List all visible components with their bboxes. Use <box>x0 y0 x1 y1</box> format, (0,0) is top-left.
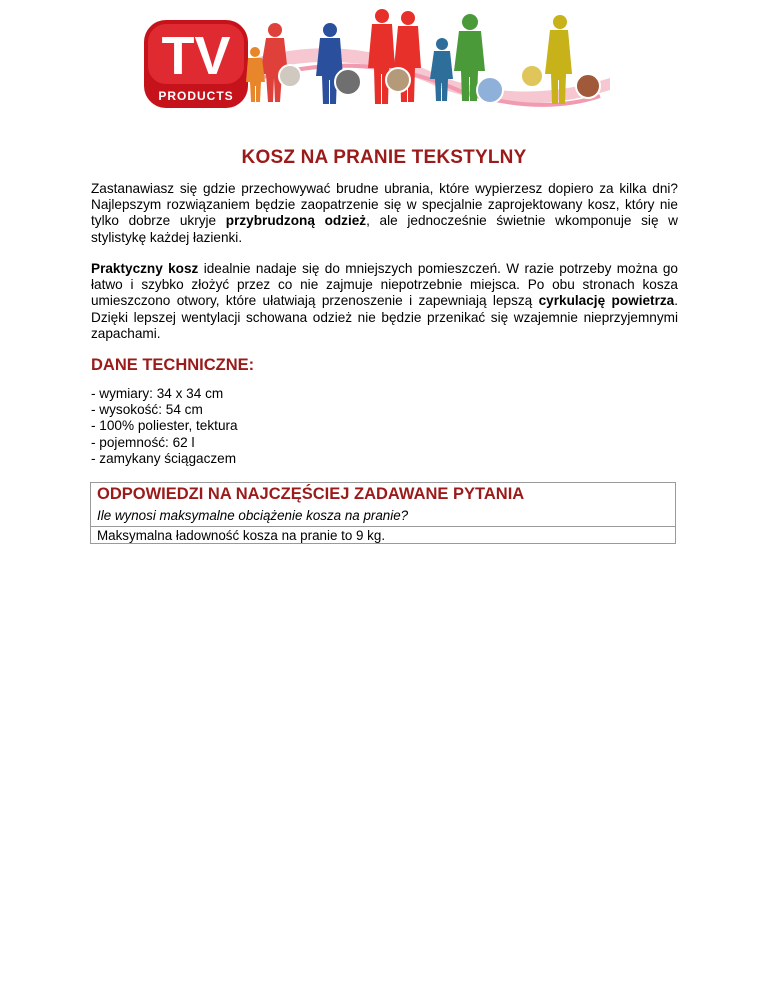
technical-data-heading: DANE TECHNICZNE: <box>91 356 255 374</box>
logo-tv-text: TV <box>161 26 231 86</box>
intro-text-c: , ale jednocześnie świetnie wkomponuje się w stylistykę każdej łazienki. <box>91 213 678 245</box>
faq-divider <box>91 526 675 527</box>
description-bold-lead: Praktyczny kosz <box>91 261 199 276</box>
spec-item: - wysokość: 54 cm <box>91 402 203 418</box>
intro-bold-phrase: przybrudzoną odzież <box>225 213 367 229</box>
spec-item: - zamykany ściągaczem <box>91 450 237 466</box>
spec-item: - pojemność: 62 l <box>91 434 195 450</box>
logo-products-text: PRODUCTS <box>158 89 234 103</box>
intro-text-a: Zastanawiasz się gdzie przechowywać brudne ubrania, które wypierzesz dopiero za kilka dni? Najlepszym rozwiązaniem będzie zaopatrzenie się w specjalnie zaprojektowany kosz, który nie tylko dobrze ukryje <box>91 181 678 229</box>
page-title: KOSZ NA PRANIE TEKSTYLNY <box>241 147 527 168</box>
faq-title: ODPOWIEDZI NA NAJCZĘŚCIEJ ZADAWANE PYTANIA <box>97 485 525 503</box>
tv-products-banner <box>140 6 610 124</box>
spec-item: - 100% poliester, tektura <box>91 418 238 434</box>
description-paragraph <box>91 261 678 342</box>
banner-graphic <box>140 6 610 124</box>
faq-box <box>90 482 676 544</box>
tv-logo <box>144 20 248 108</box>
description-text-b: idealnie nadaje się do mniejszych pomieszczeń. W razie potrzeby można go łatwo i szybko złożyć przez co nie zajmuje niepotrzebnie miejsca. Po obu stronach kosza umieszczono otwory, które ułatwiają przenoszenie i zapewniają lepszą <box>91 261 678 309</box>
description-bold-phrase: cyrkulację powietrza <box>538 293 675 309</box>
spec-item: - wymiary: 34 x 34 cm <box>91 386 224 401</box>
intro-paragraph <box>91 181 678 246</box>
description-text-d: . Dzięki lepszej wentylacji schowana odzież nie będzie przenikać się wzajemnie nieprzyjemnymi zapachami. <box>91 293 679 341</box>
technical-specs-list <box>91 386 238 467</box>
faq-answer: Maksymalna ładowność kosza na pranie to 9 kg. <box>97 528 386 543</box>
faq-question: Ile wynosi maksymalne obciążenie kosza na pranie? <box>97 508 409 523</box>
